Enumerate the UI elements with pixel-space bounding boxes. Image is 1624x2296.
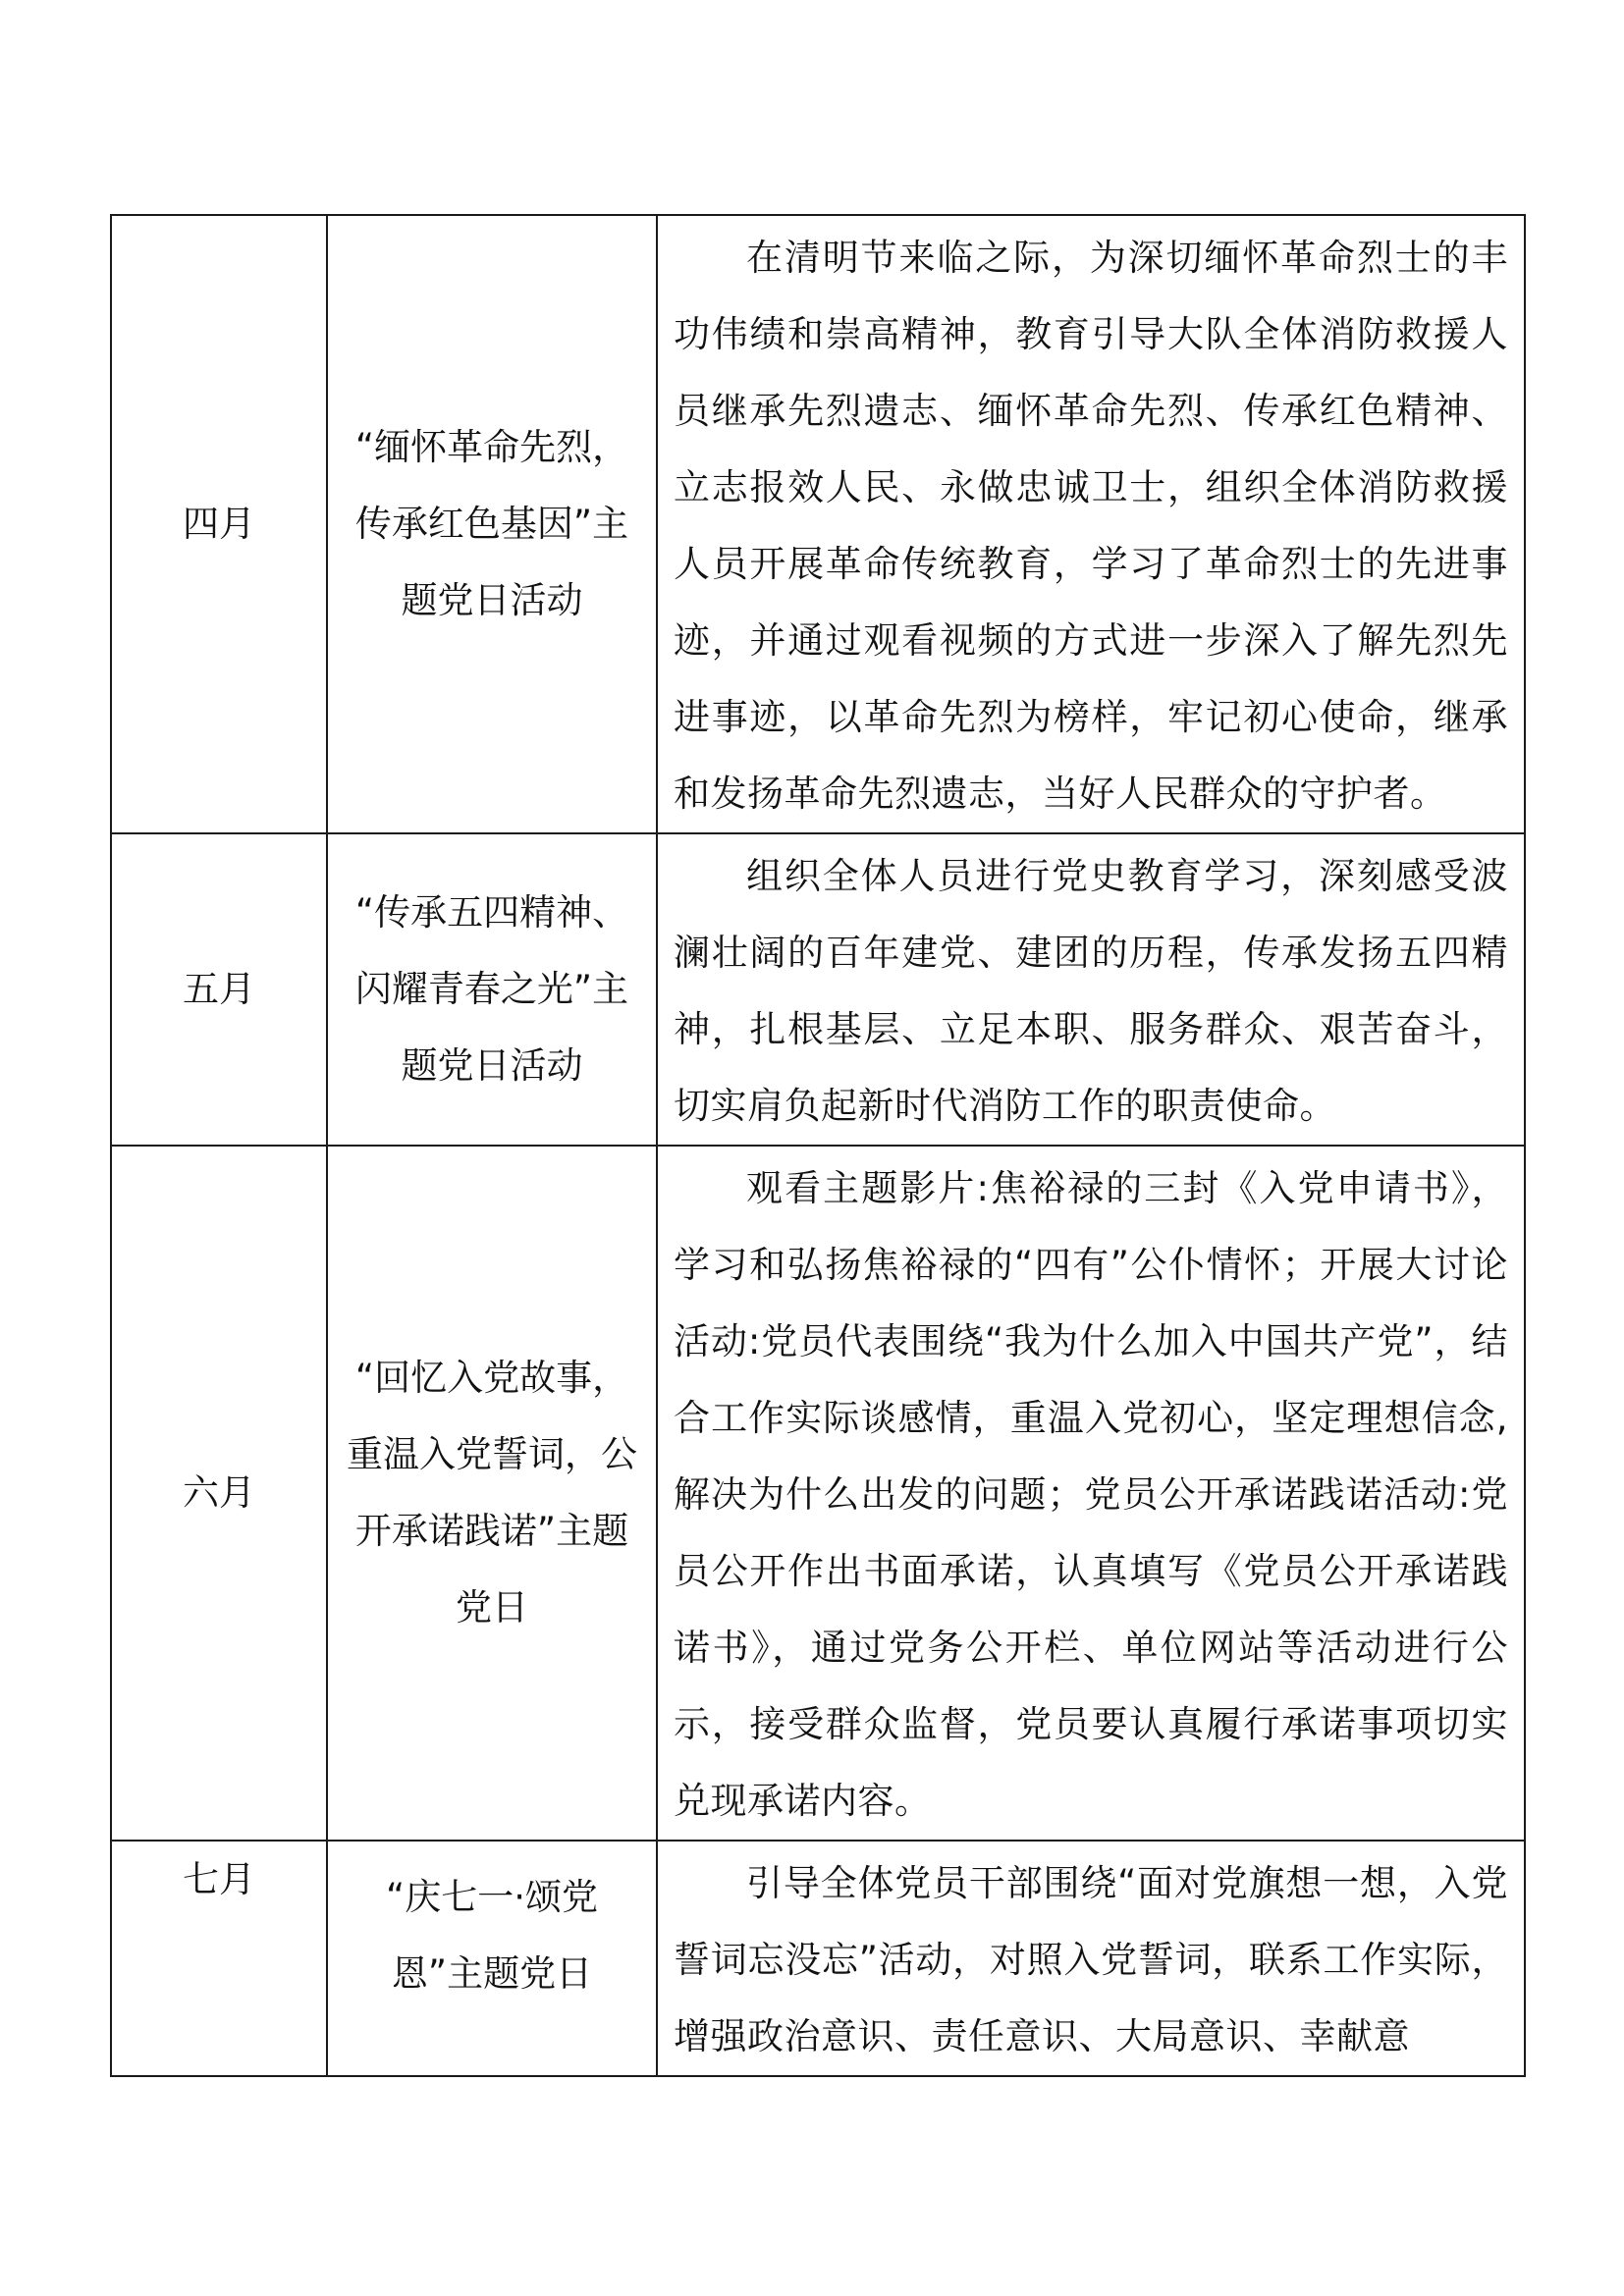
- activity-content-cell: 组织全体人员进行党史教育学习，深刻感受波澜壮阔的百年建党、建团的历程，传承发扬五四精神，扎根基层、立足本职、服务群众、艰苦奋斗，切实肩负起新时代消防工作的职责使命。: [657, 833, 1525, 1146]
- month-cell: 四月: [111, 215, 327, 833]
- activity-content-cell: 观看主题影片:焦裕禄的三封《入党申请书》，学习和弘扬焦裕禄的“四有”公仆情怀；开展大讨论活动:党员代表围绕“我为什么加入中国共产党”，结合工作实际谈感情，重温入党初心，坚定理想信念,解决为什么出发的问题；党员公开承诺践诺活动:党员公开作出书面承诺，认真填写《党员公开承诺践诺书》，通过党务公开栏、单位网站等活动进行公示，接受群众监督，党员要认真履行承诺事项切实兑现承诺内容。: [657, 1146, 1525, 1841]
- activity-title-cell: “回忆入党故事，重温入党誓词，公开承诺践诺”主题党日: [327, 1146, 657, 1841]
- activity-content-cell: 在清明节来临之际，为深切缅怀革命烈士的丰功伟绩和崇高精神，教育引导大队全体消防救援人员继承先烈遗志、缅怀革命先烈、传承红色精神、立志报效人民、永做忠诚卫士，组织全体消防救援人员开展革命传统教育，学习了革命烈士的先进事迹，并通过观看视频的方式进一步深入了解先烈先进事迹，以革命先烈为榜样，牢记初心使命，继承和发扬革命先烈遗志，当好人民群众的守护者。: [657, 215, 1525, 833]
- table-row: [111, 833, 1525, 1146]
- table-row: [111, 1841, 1525, 2076]
- activity-content-cell: 引导全体党员干部围绕“面对党旗想一想，入党誓词忘没忘”活动，对照入党誓词，联系工作实际，增强政治意识、责任意识、大局意识、幸献意: [657, 1841, 1525, 2076]
- month-cell: 五月: [111, 833, 327, 1146]
- month-cell: 六月: [111, 1146, 327, 1841]
- activity-title-cell: “缅怀革命先烈，传承红色基因”主题党日活动: [327, 215, 657, 833]
- activity-title-cell: “庆七一·颂党恩”主题党日: [327, 1841, 657, 2076]
- month-cell: 七月: [111, 1841, 327, 2076]
- activity-title-cell: “传承五四精神、闪耀青春之光”主题党日活动: [327, 833, 657, 1146]
- activity-table: [110, 214, 1526, 2077]
- table-row: [111, 215, 1525, 833]
- table-row: [111, 1146, 1525, 1841]
